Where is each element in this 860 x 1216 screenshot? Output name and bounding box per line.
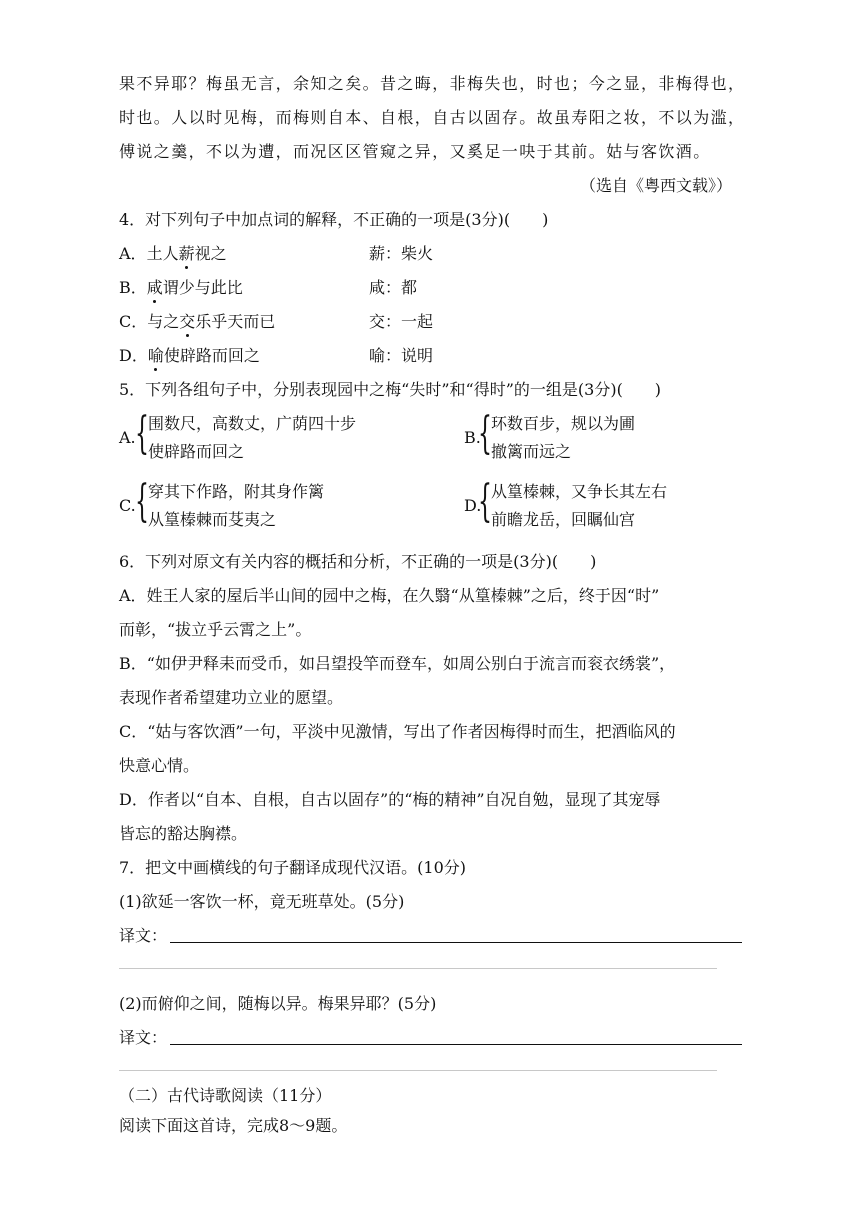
q4-option-d-explain: 喻：说明 — [369, 346, 434, 365]
q4-option-a-explain: 薪：柴火 — [369, 244, 434, 263]
question-4-stem: 4．对下列句子中加点词的解释，不正确的一项是(3分)( ) — [119, 210, 549, 229]
passage-line: 果不异耶？梅虽无言，余知之矣。昔之晦，非梅失也，时也；今之显，非梅得也， — [119, 74, 746, 93]
option-pair: 环数百步，规以为圃 撤篱而远之 — [491, 414, 636, 461]
option-letter: A. — [119, 428, 136, 447]
answer-line[interactable] — [170, 942, 742, 943]
q4-option-a[interactable]: A．土人薪视之 — [119, 244, 227, 263]
option-letter: A． — [119, 244, 147, 263]
answer-line-extra[interactable] — [119, 968, 717, 969]
answer-line[interactable] — [170, 1044, 742, 1045]
q4-option-b[interactable]: B．咸谓少与此比 — [119, 278, 243, 297]
question-5-stem: 5．下列各组句子中，分别表现园中之梅“失时”和“得时”的一组是(3分)( ) — [119, 380, 662, 399]
passage-line: 时也。人以时见梅，而梅则自本、自根，自古以固存。故虽寿阳之妆，不以为滥， — [119, 108, 746, 127]
q7-sub-1: (1)欲延一客饮一杯，竟无班草处。(5分) — [119, 892, 405, 911]
brace-icon: { — [135, 408, 149, 459]
option-letter: C. — [119, 496, 136, 515]
dotted-word: 薪 — [178, 244, 195, 263]
q7-sub-2: (2)而俯仰之间，随梅以异。梅果异耶？(5分) — [119, 994, 437, 1013]
passage-line: 傅说之羹，不以为遭，而况区区管窥之异，又奚足一吷于其前。姑与客饮酒。 — [119, 142, 711, 161]
brace-icon: { — [478, 476, 492, 527]
q6-option-b-cont: 表现作者希望建功立业的愿望。 — [119, 688, 344, 707]
option-letter: D. — [464, 496, 482, 515]
brace-icon: { — [135, 476, 149, 527]
option-letter: C． — [119, 312, 148, 331]
section-intro: 阅读下面这首诗，完成8～9题。 — [119, 1116, 348, 1135]
option-pair: 穿其下作路，附其身作篱 从篁榛棘而芟夷之 — [148, 482, 325, 529]
answer-line-extra[interactable] — [119, 1070, 717, 1071]
q6-option-c-cont: 快意心情。 — [119, 756, 200, 775]
q6-option-a-cont: 而彰，“拔立乎云霄之上”。 — [119, 620, 312, 639]
answer-label: 译文： — [119, 1028, 168, 1047]
q4-option-b-explain: 咸：都 — [369, 278, 418, 297]
q6-option-a[interactable]: A．姓王人家的屋后半山间的园中之梅，在久翳“从篁榛棘”之后，终于因“时” — [119, 586, 660, 605]
brace-icon: { — [478, 408, 492, 459]
q6-option-d[interactable]: D．作者以“自本、自根，自古以固存”的“梅的精神”自况自勉，显现了其宠辱 — [119, 790, 661, 809]
question-7-stem: 7．把文中画横线的句子翻译成现代汉语。(10分) — [119, 858, 467, 877]
option-letter: D． — [119, 346, 148, 365]
option-pair: 从篁榛棘，又争长其左右 前瞻龙岳，回瞩仙宫 — [491, 482, 668, 529]
dotted-word: 咸 — [146, 278, 163, 297]
q4-option-c[interactable]: C．与之交乐乎天而已 — [119, 312, 276, 331]
dotted-word: 喻 — [147, 346, 164, 365]
q6-option-b[interactable]: B．“如伊尹释耒而受币，如吕望投竿而登车，如周公别白于流言而衮衣绣裳”， — [119, 654, 676, 673]
option-pair: 围数尺，高数丈，广荫四十步 使辟路而回之 — [148, 414, 357, 461]
option-letter: B. — [464, 428, 481, 447]
answer-label: 译文： — [119, 926, 168, 945]
q6-option-d-cont: 皆忘的豁达胸襟。 — [119, 824, 248, 843]
q4-option-c-explain: 交：一起 — [369, 312, 434, 331]
question-6-stem: 6．下列对原文有关内容的概括和分析，不正确的一项是(3分)( ) — [119, 552, 597, 571]
section-title: （二）古代诗歌阅读（11分） — [119, 1086, 332, 1105]
q4-option-d[interactable]: D．喻使辟路而回之 — [119, 346, 260, 365]
dotted-word: 交 — [179, 312, 196, 331]
q6-option-c[interactable]: C．“姑与客饮酒”一句，平淡中见激情，写出了作者因梅得时而生，把酒临风的 — [119, 722, 676, 741]
passage-source: （选自《粤西文载》） — [580, 176, 733, 195]
option-letter: B． — [119, 278, 147, 297]
